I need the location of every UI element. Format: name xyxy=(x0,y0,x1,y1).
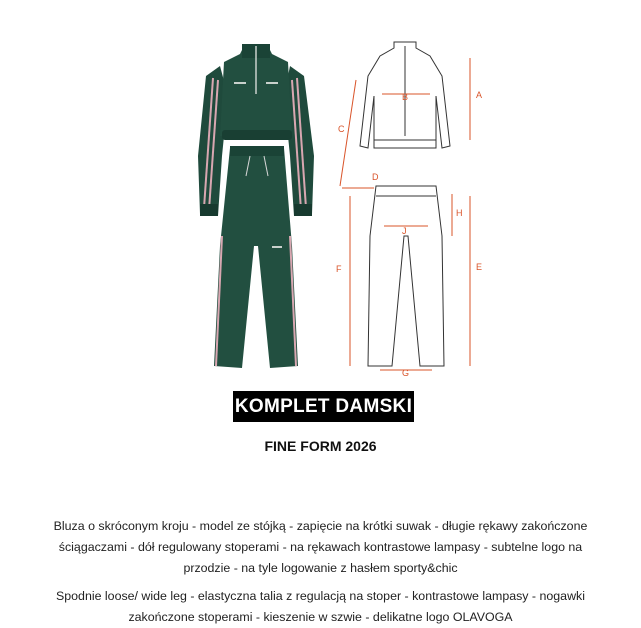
description-line: Spodnie loose/ wide leg - elastyczna talia z regulacją na stoper - kontrastowe lampasy - nogawki xyxy=(56,589,585,603)
description-line: zakończone stoperami - kieszenie w szwie - delikatne logo OLAVOGA xyxy=(128,610,513,624)
description-line: Bluza o skróconym kroju - model ze stójką - zapięcie na krótki suwak - długie rękawy zakończone xyxy=(53,519,588,533)
product-subtitle: FINE FORM 2026 xyxy=(264,438,377,454)
description-line: ściągaczami - dół regulowany stoperami - na rękawach kontrastowe lampasy - subtelne logo na xyxy=(58,540,583,554)
svg-text:E: E xyxy=(476,262,483,272)
jacket-description xyxy=(20,516,621,579)
svg-text:F: F xyxy=(336,264,342,274)
trousers-photo xyxy=(214,146,298,368)
product-title: KOMPLET DAMSKI xyxy=(233,391,414,422)
svg-text:A: A xyxy=(476,90,483,100)
svg-text:H: H xyxy=(456,208,463,218)
svg-text:J: J xyxy=(402,226,407,236)
svg-text:D: D xyxy=(372,172,379,182)
svg-text:C: C xyxy=(338,124,345,134)
description-line: przodzie - na tyle logowanie z hasłem sporty&chic xyxy=(183,561,458,575)
trousers-description xyxy=(20,586,621,628)
svg-text:G: G xyxy=(402,368,410,376)
tracksuit-illustration xyxy=(180,36,500,376)
svg-text:B: B xyxy=(402,92,409,102)
product-image xyxy=(180,36,500,376)
